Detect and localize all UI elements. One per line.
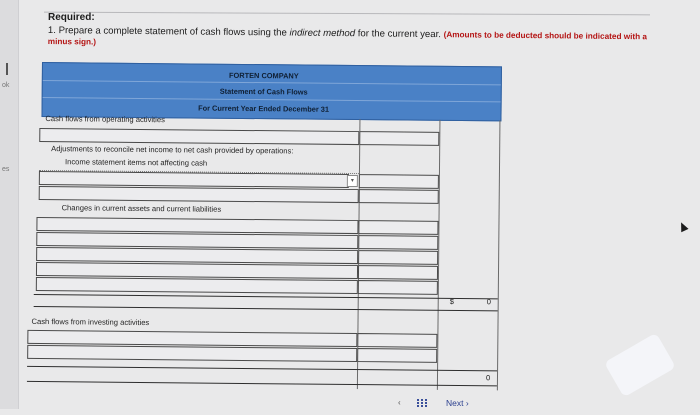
working-capital-amount-4[interactable]	[358, 265, 438, 280]
company-name: FORTEN COMPANY	[228, 70, 299, 81]
noncash-item-amount-input[interactable]	[359, 174, 439, 189]
instruction-warning: (Amounts to be deducted should be indicated with a minus sign.)	[47, 30, 648, 47]
working-capital-select-5[interactable]	[36, 277, 358, 294]
grid-icon[interactable]	[417, 399, 427, 407]
net-income-amount-input[interactable]	[359, 131, 439, 146]
investing-item-select-2[interactable]	[27, 345, 357, 362]
investing-total-value: 0	[485, 373, 491, 383]
statement-title: Statement of Cash Flows	[219, 86, 308, 97]
working-capital-amount-2[interactable]	[358, 235, 438, 250]
noncash-item-select-2[interactable]	[39, 186, 359, 203]
left-edge-label-mid: es	[2, 166, 10, 173]
instruction-method: indirect method	[289, 27, 356, 40]
noncash-item-amount-input-2[interactable]	[359, 189, 439, 204]
working-capital-amount-5[interactable]	[358, 280, 438, 295]
next-button[interactable]	[446, 398, 469, 408]
noncash-item-select[interactable]	[39, 171, 349, 188]
working-capital-label: Changes in current assets and current liabilities	[61, 203, 222, 214]
instruction-text-end: for the current year.	[355, 28, 444, 41]
investing-item-amount-2[interactable]	[357, 348, 437, 363]
investing-item-amount-1[interactable]	[357, 333, 437, 348]
working-capital-amount-1[interactable]	[358, 220, 438, 235]
adjustments-label: Adjustments to reconcile net income to net cash provided by operations:	[51, 144, 294, 156]
left-edge-label-top: ok	[2, 82, 10, 89]
chevron-right-icon: ›	[465, 398, 469, 408]
operating-total-currency: $	[449, 296, 454, 306]
instruction-text: 1. Prepare a complete statement of cash flows using the	[47, 25, 290, 39]
back-arrow-icon[interactable]: ‹	[398, 398, 401, 407]
statement-header	[41, 62, 502, 121]
investing-activities-label: Cash flows from investing activities	[31, 316, 150, 328]
required-heading: Required:	[48, 12, 95, 23]
next-label: Next	[446, 398, 464, 408]
chevron-down-icon[interactable]: ▾	[347, 175, 358, 187]
operating-activities-label: Cash flows from operating activities	[45, 114, 165, 125]
operating-total-value: 0	[486, 297, 491, 307]
noncash-items-label: Income statement items not affecting cash	[65, 157, 208, 168]
net-income-label-input[interactable]	[39, 128, 359, 145]
statement-period: For Current Year Ended December 31	[198, 103, 330, 114]
working-capital-amount-3[interactable]	[358, 250, 438, 265]
